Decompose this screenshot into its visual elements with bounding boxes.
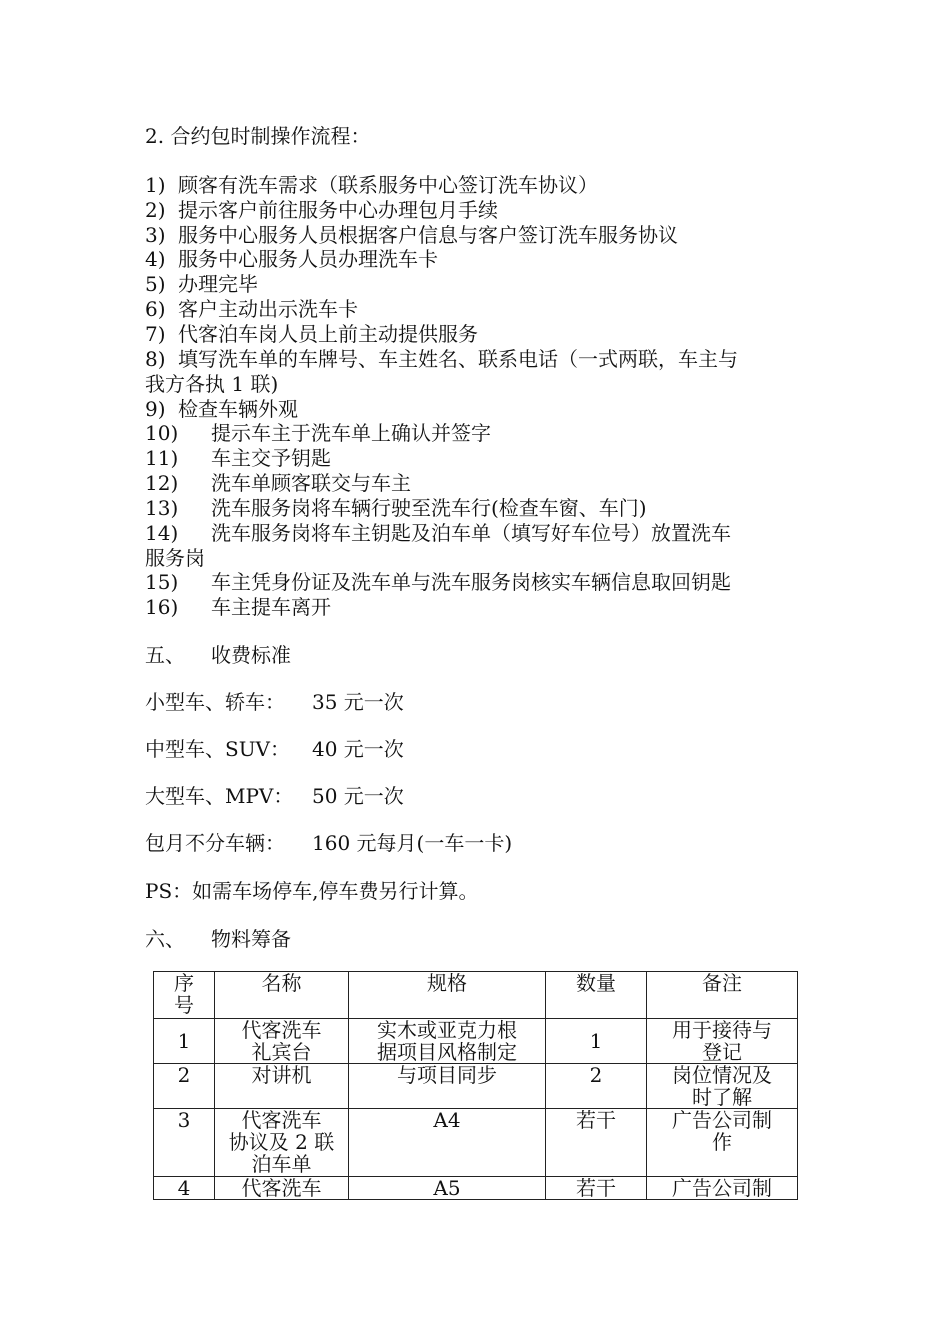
table-cell: 2 <box>546 1064 647 1109</box>
table-cell: 2 <box>154 1064 215 1109</box>
fee-label: 中型车、SUV： <box>145 737 290 761</box>
table-row <box>154 1019 798 1064</box>
header-cell: 备注 <box>647 972 798 1019</box>
step-13 <box>145 496 647 521</box>
step-number: 2) <box>145 198 166 222</box>
step-number: 8) <box>145 347 166 371</box>
fee-row-medium <box>145 737 645 762</box>
step-text: 办理完毕 <box>178 272 258 296</box>
step-14-continuation: 服务岗 <box>145 546 205 570</box>
step-text: 车主提车离开 <box>211 595 331 619</box>
step-number: 15) <box>145 570 179 594</box>
section-title: 收费标准 <box>211 643 291 667</box>
table-row <box>154 1177 798 1200</box>
step-number: 5) <box>145 272 166 296</box>
step-14 <box>145 521 731 546</box>
step-8-continuation: 我方各执 1 联) <box>145 372 279 396</box>
step-text: 洗车服务岗将车主钥匙及泊车单（填写好车位号）放置洗车 <box>211 521 731 545</box>
step-16 <box>145 595 331 620</box>
table-cell: 若干 <box>546 1177 647 1200</box>
fee-value: 160 元每月(一车一卡) <box>312 831 513 855</box>
fee-label: 小型车、轿车： <box>145 690 285 714</box>
step-text: 顾客有洗车需求（联系服务中心签订洗车协议） <box>178 173 598 197</box>
step-1 <box>145 173 598 198</box>
step-text: 客户主动出示洗车卡 <box>178 297 358 321</box>
section-number: 六、 <box>145 927 185 951</box>
step-9 <box>145 397 298 422</box>
step-text: 洗车服务岗将车辆行驶至洗车行(检查车窗、车门) <box>211 496 647 520</box>
step-number: 7) <box>145 322 166 346</box>
ps-note: PS：如需车场停车,停车费另行计算。 <box>145 879 479 903</box>
step-text: 车主凭身份证及洗车单与洗车服务岗核实车辆信息取回钥匙 <box>211 570 731 594</box>
step-text: 代客泊车岗人员上前主动提供服务 <box>178 322 478 346</box>
fee-label: 包月不分车辆： <box>145 831 285 855</box>
step-number: 16) <box>145 595 179 619</box>
header-cell: 序 号 <box>154 972 215 1019</box>
step-number: 11) <box>145 446 179 470</box>
step-text: 洗车单顾客联交与车主 <box>211 471 411 495</box>
table-cell: 1 <box>154 1019 215 1064</box>
table-cell: 用于接待与 登记 <box>647 1019 798 1064</box>
table-cell: A4 <box>349 1109 546 1177</box>
section-title: 物料筹备 <box>211 927 291 951</box>
table-cell: 代客洗车 协议及 2 联 泊车单 <box>215 1109 349 1177</box>
step-12 <box>145 471 411 496</box>
step-11 <box>145 446 331 471</box>
table-cell: 实木或亚克力根 据项目风格制定 <box>349 1019 546 1064</box>
step-number: 12) <box>145 471 179 495</box>
table-cell: 3 <box>154 1109 215 1177</box>
step-8 <box>145 347 738 372</box>
section-6-heading <box>145 927 291 952</box>
header-cell: 规格 <box>349 972 546 1019</box>
table-cell: 1 <box>546 1019 647 1064</box>
header-cell: 数量 <box>546 972 647 1019</box>
table-cell: 代客洗车 <box>215 1177 349 1200</box>
step-number: 1) <box>145 173 166 197</box>
step-number: 6) <box>145 297 166 321</box>
step-number: 3) <box>145 223 166 247</box>
step-number: 9) <box>145 397 166 421</box>
step-7 <box>145 322 478 347</box>
step-number: 14) <box>145 521 179 545</box>
step-4 <box>145 247 438 272</box>
step-text: 检查车辆外观 <box>178 397 298 421</box>
fee-value: 35 元一次 <box>312 690 404 714</box>
step-text: 车主交予钥匙 <box>211 446 331 470</box>
fee-label: 大型车、MPV： <box>145 784 294 808</box>
table-cell: 对讲机 <box>215 1064 349 1109</box>
table-cell: 广告公司制 作 <box>647 1109 798 1177</box>
section-number: 五、 <box>145 643 185 667</box>
fee-row-small <box>145 690 645 715</box>
section-2-title: 2. 合约包时制操作流程： <box>145 124 371 148</box>
step-5 <box>145 272 258 297</box>
fee-value: 50 元一次 <box>312 784 404 808</box>
header-cell: 名称 <box>215 972 349 1019</box>
step-text: 服务中心服务人员根据客户信息与客户签订洗车服务协议 <box>178 223 678 247</box>
step-text: 提示客户前往服务中心办理包月手续 <box>178 198 498 222</box>
table-row <box>154 1064 798 1109</box>
step-number: 13) <box>145 496 179 520</box>
materials-table <box>153 971 798 1200</box>
step-3 <box>145 223 678 248</box>
table-cell: A5 <box>349 1177 546 1200</box>
step-number: 4) <box>145 247 166 271</box>
fee-row-monthly <box>145 831 645 856</box>
step-2 <box>145 198 498 223</box>
table-cell: 广告公司制 <box>647 1177 798 1200</box>
section-5-heading <box>145 643 291 668</box>
step-10 <box>145 421 491 446</box>
table-cell: 4 <box>154 1177 215 1200</box>
table-cell: 与项目同步 <box>349 1064 546 1109</box>
step-15 <box>145 570 731 595</box>
table-header-row <box>154 972 798 1019</box>
table-cell: 岗位情况及 时了解 <box>647 1064 798 1109</box>
table-cell: 代客洗车 礼宾台 <box>215 1019 349 1064</box>
step-text: 填写洗车单的车牌号、车主姓名、联系电话（一式两联，车主与 <box>178 347 738 371</box>
fee-value: 40 元一次 <box>312 737 404 761</box>
step-number: 10) <box>145 421 179 445</box>
step-6 <box>145 297 358 322</box>
fee-row-large <box>145 784 645 809</box>
table-cell: 若干 <box>546 1109 647 1177</box>
table-row <box>154 1109 798 1177</box>
step-text: 提示车主于洗车单上确认并签字 <box>211 421 491 445</box>
step-text: 服务中心服务人员办理洗车卡 <box>178 247 438 271</box>
